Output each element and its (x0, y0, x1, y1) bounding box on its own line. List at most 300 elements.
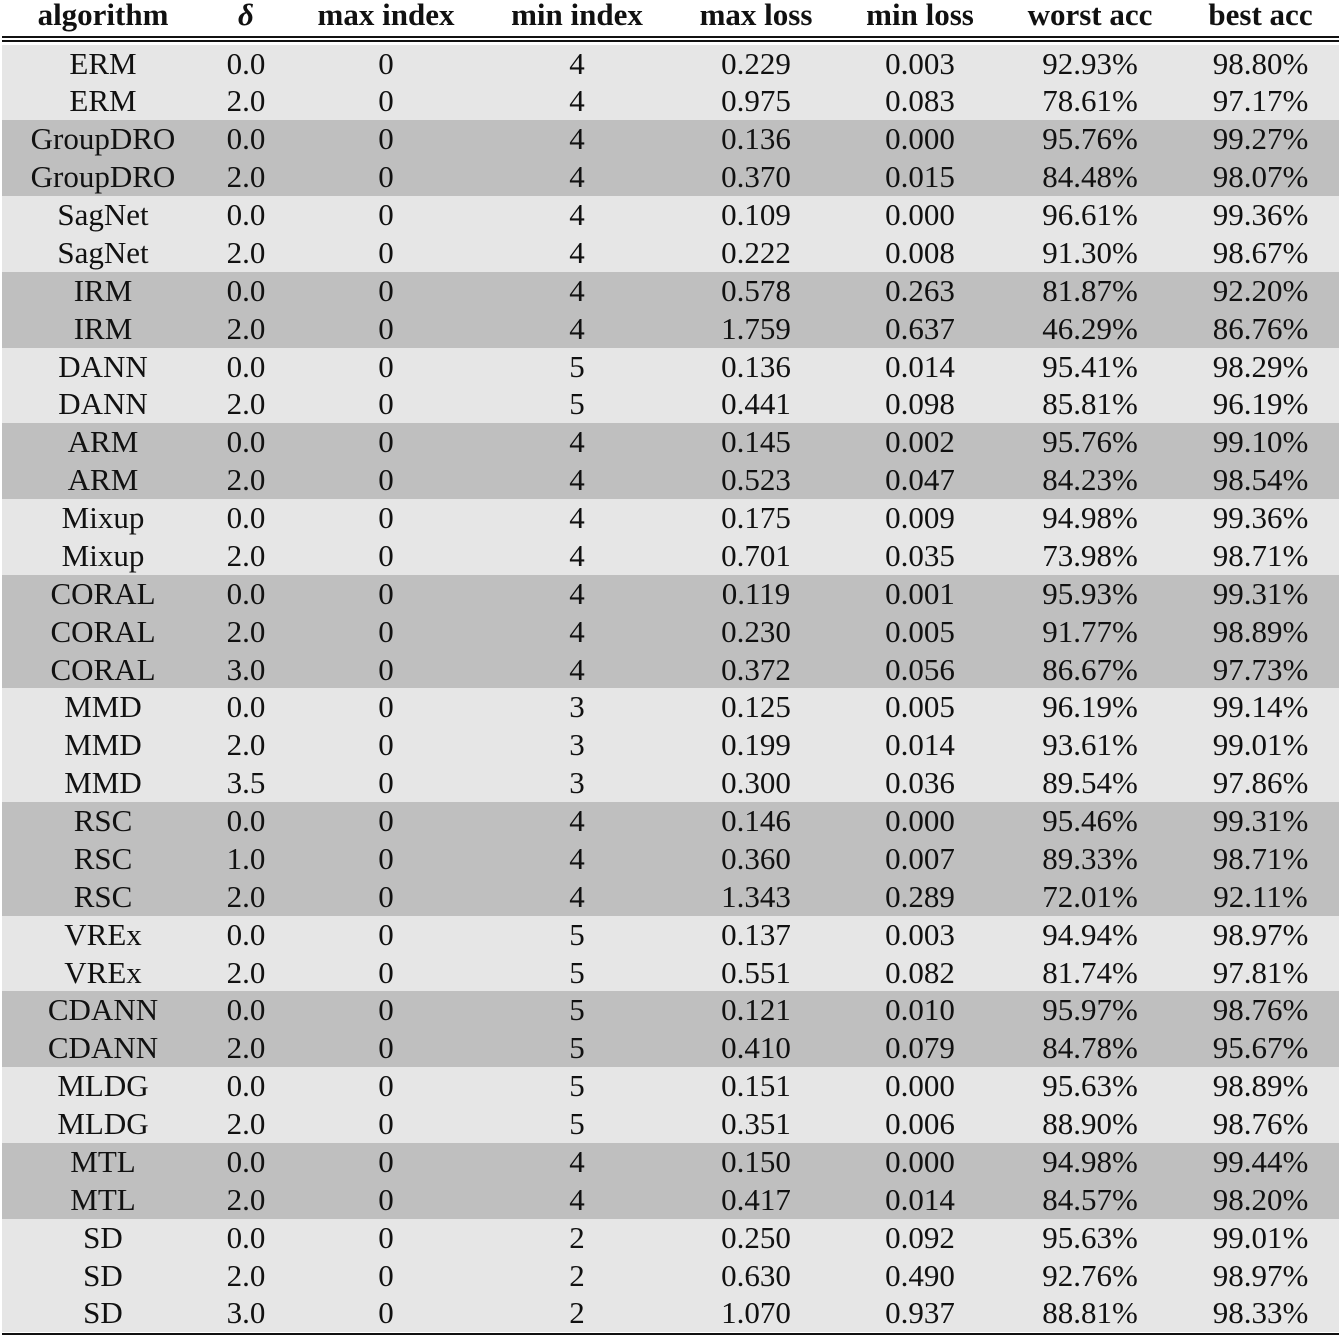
cell-best-acc: 98.71% (1212, 537, 1309, 573)
table-row (2, 1067, 1339, 1105)
cell-min-index: 4 (569, 878, 585, 914)
cell-max-loss: 0.441 (721, 386, 791, 422)
table-row (2, 537, 1339, 575)
cell-best-acc: 99.31% (1212, 575, 1309, 611)
cell-algorithm: Mixup (61, 537, 145, 573)
cell-min-loss: 0.047 (885, 462, 955, 498)
cell-min-index: 4 (569, 462, 585, 498)
table-row (2, 499, 1339, 537)
table-row (2, 1257, 1339, 1295)
cell-min-index: 4 (569, 83, 585, 119)
results-table (2, 0, 1339, 1335)
cell-max-index: 0 (378, 310, 394, 346)
cell-algorithm: RSC (73, 840, 133, 876)
cell-algorithm: CORAL (50, 575, 156, 611)
cell-max-loss: 0.199 (721, 727, 791, 763)
cell-best-acc: 99.01% (1212, 1219, 1309, 1255)
cell-max-index: 0 (378, 537, 394, 573)
table-header (2, 0, 1339, 34)
cell-delta: 2.0 (226, 159, 266, 195)
cell-worst-acc: 94.98% (1042, 500, 1138, 535)
cell-worst-acc: 72.01% (1042, 878, 1138, 914)
cell-best-acc: 99.27% (1212, 121, 1309, 157)
cell-min-index: 5 (569, 1068, 585, 1104)
cell-min-loss: 0.000 (885, 1143, 955, 1179)
cell-delta: 2.0 (226, 234, 266, 270)
cell-delta: 2.0 (226, 613, 266, 649)
table-row (2, 385, 1339, 423)
cell-min-loss: 0.082 (885, 954, 955, 990)
table-row (2, 575, 1339, 613)
cell-worst-acc: 95.76% (1042, 121, 1138, 157)
cell-worst-acc: 95.93% (1042, 575, 1138, 611)
cell-algorithm: MMD (64, 765, 142, 801)
cell-min-index: 4 (569, 159, 585, 195)
cell-algorithm: MMD (64, 689, 142, 725)
table-row (2, 272, 1339, 310)
table-row (2, 954, 1339, 992)
cell-max-loss: 0.351 (721, 1106, 791, 1141)
cell-best-acc: 98.67% (1212, 234, 1309, 270)
cell-min-index: 4 (569, 310, 585, 346)
cell-worst-acc: 93.61% (1042, 727, 1138, 763)
cell-best-acc: 99.36% (1212, 500, 1309, 535)
cell-max-index: 0 (378, 500, 394, 535)
header-rule (2, 40, 1339, 42)
cell-max-loss: 0.230 (721, 613, 791, 649)
cell-max-index: 0 (378, 1219, 394, 1255)
cell-max-loss: 0.146 (721, 803, 791, 838)
cell-algorithm: CDANN (47, 1030, 159, 1066)
cell-max-loss: 0.410 (721, 1030, 791, 1066)
table-row (2, 196, 1339, 234)
table-row (2, 1143, 1339, 1181)
cell-min-index: 4 (569, 234, 585, 270)
cell-algorithm: Mixup (61, 500, 145, 535)
cell-best-acc: 98.71% (1212, 840, 1309, 876)
cell-max-index: 0 (378, 765, 394, 801)
cell-best-acc: 98.29% (1212, 348, 1309, 384)
cell-best-acc: 99.44% (1212, 1143, 1309, 1179)
cell-min-index: 4 (569, 651, 585, 687)
cell-min-loss: 0.056 (885, 651, 955, 687)
cell-worst-acc: 95.63% (1042, 1219, 1138, 1255)
cell-worst-acc: 94.94% (1042, 916, 1138, 952)
top-rule (2, 36, 1339, 38)
cell-min-loss: 0.092 (885, 1219, 955, 1255)
cell-algorithm: SD (83, 1219, 123, 1255)
cell-worst-acc: 84.23% (1042, 462, 1138, 498)
header-algorithm: algorithm (37, 0, 169, 32)
table-row (2, 1105, 1339, 1143)
cell-max-index: 0 (378, 45, 394, 81)
cell-algorithm: CORAL (50, 613, 156, 649)
cell-min-index: 5 (569, 348, 585, 384)
cell-worst-acc: 81.87% (1042, 272, 1138, 308)
cell-best-acc: 98.97% (1212, 1257, 1309, 1293)
cell-best-acc: 98.80% (1212, 45, 1309, 81)
table-row (2, 613, 1339, 651)
cell-max-index: 0 (378, 954, 394, 990)
cell-algorithm: MTL (70, 1181, 136, 1217)
cell-best-acc: 97.73% (1212, 651, 1309, 687)
cell-best-acc: 98.97% (1212, 916, 1309, 952)
cell-delta: 2.0 (226, 310, 266, 346)
table-body (2, 45, 1339, 1333)
cell-min-loss: 0.003 (885, 45, 955, 81)
cell-best-acc: 97.81% (1212, 954, 1309, 990)
table-row (2, 1219, 1339, 1257)
cell-max-loss: 0.229 (721, 45, 791, 81)
cell-delta: 0.0 (226, 424, 266, 460)
cell-best-acc: 98.89% (1212, 613, 1309, 649)
cell-max-loss: 0.136 (721, 348, 791, 384)
cell-max-loss: 0.551 (721, 954, 791, 990)
cell-algorithm: IRM (73, 272, 133, 308)
cell-max-index: 0 (378, 1030, 394, 1066)
cell-max-index: 0 (378, 272, 394, 308)
cell-max-index: 0 (378, 916, 394, 952)
cell-max-loss: 0.360 (721, 840, 791, 876)
header-min-index: min index (511, 0, 643, 32)
cell-max-loss: 0.523 (721, 462, 791, 498)
cell-min-index: 5 (569, 386, 585, 422)
cell-min-index: 4 (569, 575, 585, 611)
cell-worst-acc: 96.61% (1042, 197, 1138, 232)
cell-delta: 2.0 (226, 1030, 266, 1066)
cell-delta: 0.0 (226, 1143, 266, 1179)
header-delta: δ (238, 0, 254, 32)
cell-worst-acc: 89.33% (1042, 840, 1138, 876)
cell-delta: 0.0 (226, 916, 266, 952)
cell-algorithm: ERM (69, 45, 137, 81)
cell-min-index: 3 (569, 689, 585, 725)
header-best-acc: best acc (1208, 0, 1313, 32)
table-row (2, 651, 1339, 689)
cell-worst-acc: 86.67% (1042, 651, 1138, 687)
cell-algorithm: DANN (58, 348, 148, 384)
cell-max-index: 0 (378, 462, 394, 498)
cell-worst-acc: 88.81% (1042, 1295, 1138, 1331)
cell-best-acc: 98.54% (1212, 462, 1309, 498)
cell-max-loss: 0.125 (721, 689, 791, 725)
cell-max-index: 0 (378, 1257, 394, 1293)
cell-min-loss: 0.079 (885, 1030, 955, 1066)
cell-min-index: 5 (569, 1106, 585, 1141)
cell-delta: 2.0 (226, 1106, 266, 1141)
cell-min-loss: 0.005 (885, 613, 955, 649)
cell-algorithm: GroupDRO (30, 159, 176, 195)
cell-max-index: 0 (378, 689, 394, 725)
cell-delta: 0.0 (226, 992, 266, 1028)
cell-delta: 2.0 (226, 954, 266, 990)
cell-min-loss: 0.001 (885, 575, 955, 611)
cell-best-acc: 99.10% (1212, 424, 1309, 460)
table-row (2, 158, 1339, 196)
cell-max-loss: 0.145 (721, 424, 791, 460)
cell-best-acc: 98.76% (1212, 992, 1309, 1028)
cell-best-acc: 99.31% (1212, 803, 1309, 838)
cell-max-index: 0 (378, 234, 394, 270)
cell-worst-acc: 95.41% (1042, 348, 1138, 384)
cell-min-loss: 0.083 (885, 83, 955, 119)
cell-delta: 2.0 (226, 1181, 266, 1217)
cell-min-loss: 0.036 (885, 765, 955, 801)
cell-min-index: 4 (569, 613, 585, 649)
cell-best-acc: 98.76% (1212, 1106, 1309, 1141)
cell-worst-acc: 89.54% (1042, 765, 1138, 801)
cell-min-index: 3 (569, 727, 585, 763)
cell-max-loss: 1.759 (721, 310, 791, 346)
cell-max-index: 0 (378, 348, 394, 384)
cell-min-index: 4 (569, 840, 585, 876)
header-min-loss: min loss (866, 0, 974, 32)
cell-min-loss: 0.035 (885, 537, 955, 573)
cell-min-loss: 0.289 (885, 878, 955, 914)
table-row (2, 120, 1339, 158)
cell-min-loss: 0.005 (885, 689, 955, 725)
cell-best-acc: 98.07% (1212, 159, 1309, 195)
cell-delta: 0.0 (226, 500, 266, 535)
cell-max-index: 0 (378, 386, 394, 422)
table-row (2, 1181, 1339, 1219)
cell-min-loss: 0.007 (885, 840, 955, 876)
cell-algorithm: VREx (64, 916, 142, 952)
table-row (2, 234, 1339, 272)
cell-max-loss: 0.372 (721, 651, 791, 687)
cell-delta: 0.0 (226, 272, 266, 308)
cell-worst-acc: 78.61% (1042, 83, 1138, 119)
cell-worst-acc: 46.29% (1042, 310, 1138, 346)
cell-delta: 2.0 (226, 878, 266, 914)
cell-max-loss: 0.250 (721, 1219, 791, 1255)
cell-min-loss: 0.002 (885, 424, 955, 460)
cell-min-index: 4 (569, 537, 585, 573)
cell-max-index: 0 (378, 159, 394, 195)
cell-algorithm: CORAL (50, 651, 156, 687)
cell-min-index: 4 (569, 197, 585, 232)
cell-delta: 3.0 (226, 651, 266, 687)
cell-min-loss: 0.014 (885, 1181, 955, 1217)
cell-max-index: 0 (378, 1143, 394, 1179)
cell-algorithm: RSC (73, 803, 133, 838)
table-row (2, 840, 1339, 878)
cell-best-acc: 92.20% (1212, 272, 1309, 308)
cell-max-loss: 0.701 (721, 537, 791, 573)
cell-max-loss: 0.150 (721, 1143, 791, 1179)
table-row (2, 916, 1339, 954)
cell-min-index: 5 (569, 992, 585, 1028)
cell-max-loss: 0.975 (721, 83, 791, 119)
cell-worst-acc: 85.81% (1042, 386, 1138, 422)
cell-worst-acc: 88.90% (1042, 1106, 1138, 1141)
cell-min-loss: 0.098 (885, 386, 955, 422)
table-row (2, 726, 1339, 764)
cell-min-index: 5 (569, 916, 585, 952)
cell-max-loss: 0.175 (721, 500, 791, 535)
cell-delta: 2.0 (226, 83, 266, 119)
cell-best-acc: 86.76% (1212, 310, 1309, 346)
cell-max-index: 0 (378, 803, 394, 838)
cell-max-loss: 0.578 (721, 272, 791, 308)
cell-algorithm: MTL (70, 1143, 136, 1179)
cell-algorithm: SD (83, 1295, 123, 1331)
table-row (2, 423, 1339, 461)
cell-best-acc: 97.86% (1212, 765, 1309, 801)
cell-worst-acc: 84.78% (1042, 1030, 1138, 1066)
cell-algorithm: MLDG (57, 1068, 149, 1104)
table-row (2, 82, 1339, 120)
cell-min-index: 3 (569, 765, 585, 801)
cell-algorithm: VREx (64, 954, 142, 990)
cell-algorithm: CDANN (47, 992, 159, 1028)
cell-max-index: 0 (378, 1106, 394, 1141)
cell-algorithm: RSC (73, 878, 133, 914)
cell-min-loss: 0.937 (885, 1295, 955, 1331)
cell-delta: 0.0 (226, 575, 266, 611)
cell-algorithm: ARM (67, 462, 139, 498)
cell-min-loss: 0.490 (885, 1257, 955, 1293)
header-max-index: max index (317, 0, 455, 32)
cell-max-index: 0 (378, 1068, 394, 1104)
cell-delta: 2.0 (226, 727, 266, 763)
cell-max-index: 0 (378, 727, 394, 763)
cell-worst-acc: 95.46% (1042, 803, 1138, 838)
cell-delta: 2.0 (226, 1257, 266, 1293)
cell-worst-acc: 92.93% (1042, 45, 1138, 81)
cell-min-loss: 0.014 (885, 727, 955, 763)
cell-max-loss: 0.119 (721, 575, 791, 611)
table-row (2, 461, 1339, 499)
cell-min-index: 4 (569, 121, 585, 157)
cell-max-index: 0 (378, 1295, 394, 1331)
cell-algorithm: MLDG (57, 1106, 149, 1141)
cell-worst-acc: 84.57% (1042, 1181, 1138, 1217)
cell-delta: 0.0 (226, 689, 266, 725)
cell-min-index: 2 (569, 1295, 585, 1331)
cell-min-loss: 0.010 (885, 992, 955, 1028)
cell-best-acc: 98.20% (1212, 1181, 1309, 1217)
cell-min-loss: 0.015 (885, 159, 955, 195)
cell-delta: 1.0 (226, 840, 266, 876)
cell-max-index: 0 (378, 840, 394, 876)
table-row (2, 348, 1339, 386)
cell-algorithm: SagNet (57, 234, 149, 270)
cell-worst-acc: 84.48% (1042, 159, 1138, 195)
cell-worst-acc: 95.76% (1042, 424, 1138, 460)
cell-max-loss: 1.070 (721, 1295, 791, 1331)
cell-max-index: 0 (378, 83, 394, 119)
cell-best-acc: 96.19% (1212, 386, 1309, 422)
cell-best-acc: 95.67% (1212, 1030, 1309, 1066)
cell-delta: 0.0 (226, 121, 266, 157)
cell-min-loss: 0.000 (885, 803, 955, 838)
cell-min-loss: 0.008 (885, 234, 955, 270)
cell-delta: 0.0 (226, 1068, 266, 1104)
cell-min-loss: 0.000 (885, 1068, 955, 1104)
cell-delta: 2.0 (226, 537, 266, 573)
cell-best-acc: 99.14% (1212, 689, 1309, 725)
cell-min-index: 4 (569, 45, 585, 81)
cell-min-index: 4 (569, 1181, 585, 1217)
cell-max-index: 0 (378, 878, 394, 914)
cell-best-acc: 97.17% (1212, 83, 1309, 119)
cell-min-index: 4 (569, 272, 585, 308)
cell-max-index: 0 (378, 424, 394, 460)
cell-worst-acc: 94.98% (1042, 1143, 1138, 1179)
cell-max-index: 0 (378, 575, 394, 611)
cell-min-loss: 0.003 (885, 916, 955, 952)
cell-max-loss: 0.136 (721, 121, 791, 157)
cell-algorithm: SD (83, 1257, 123, 1293)
cell-min-loss: 0.014 (885, 348, 955, 384)
cell-min-index: 4 (569, 424, 585, 460)
cell-algorithm: SagNet (57, 197, 149, 232)
cell-delta: 0.0 (226, 197, 266, 232)
cell-min-loss: 0.000 (885, 121, 955, 157)
table-row (2, 1294, 1339, 1332)
cell-min-index: 5 (569, 954, 585, 990)
cell-max-index: 0 (378, 992, 394, 1028)
cell-max-loss: 0.222 (721, 234, 791, 270)
cell-delta: 3.0 (226, 1295, 266, 1331)
bottom-rule (2, 1333, 1339, 1335)
table-row (2, 878, 1339, 916)
table-row (2, 688, 1339, 726)
cell-best-acc: 98.33% (1212, 1295, 1309, 1331)
cell-max-index: 0 (378, 197, 394, 232)
cell-min-index: 2 (569, 1257, 585, 1293)
cell-worst-acc: 95.63% (1042, 1068, 1138, 1104)
cell-max-index: 0 (378, 1181, 394, 1217)
cell-max-index: 0 (378, 613, 394, 649)
cell-min-loss: 0.637 (885, 310, 955, 346)
cell-max-loss: 1.343 (721, 878, 791, 914)
cell-min-index: 4 (569, 500, 585, 535)
cell-max-loss: 0.109 (721, 197, 791, 232)
cell-worst-acc: 91.77% (1042, 613, 1138, 649)
table-row (2, 991, 1339, 1029)
cell-delta: 2.0 (226, 462, 266, 498)
cell-delta: 0.0 (226, 803, 266, 838)
cell-worst-acc: 91.30% (1042, 234, 1138, 270)
table-row (2, 764, 1339, 802)
cell-delta: 0.0 (226, 1219, 266, 1255)
cell-min-index: 4 (569, 803, 585, 838)
cell-max-loss: 0.137 (721, 916, 791, 952)
cell-worst-acc: 96.19% (1042, 689, 1138, 725)
cell-min-index: 2 (569, 1219, 585, 1255)
cell-max-loss: 0.300 (721, 765, 791, 801)
cell-algorithm: ERM (69, 83, 137, 119)
cell-min-loss: 0.263 (885, 272, 955, 308)
cell-worst-acc: 95.97% (1042, 992, 1138, 1028)
cell-min-loss: 0.009 (885, 500, 955, 535)
cell-worst-acc: 73.98% (1042, 537, 1138, 573)
header-max-loss: max loss (699, 0, 813, 32)
cell-best-acc: 99.01% (1212, 727, 1309, 763)
cell-worst-acc: 92.76% (1042, 1257, 1138, 1293)
cell-best-acc: 92.11% (1213, 878, 1308, 914)
table-row (2, 1029, 1339, 1067)
cell-max-loss: 0.151 (721, 1068, 791, 1104)
cell-max-loss: 0.121 (721, 992, 791, 1028)
cell-min-index: 4 (569, 1143, 585, 1179)
cell-max-loss: 0.370 (721, 159, 791, 195)
cell-min-loss: 0.000 (885, 197, 955, 232)
cell-best-acc: 99.36% (1212, 197, 1309, 232)
cell-delta: 0.0 (226, 348, 266, 384)
